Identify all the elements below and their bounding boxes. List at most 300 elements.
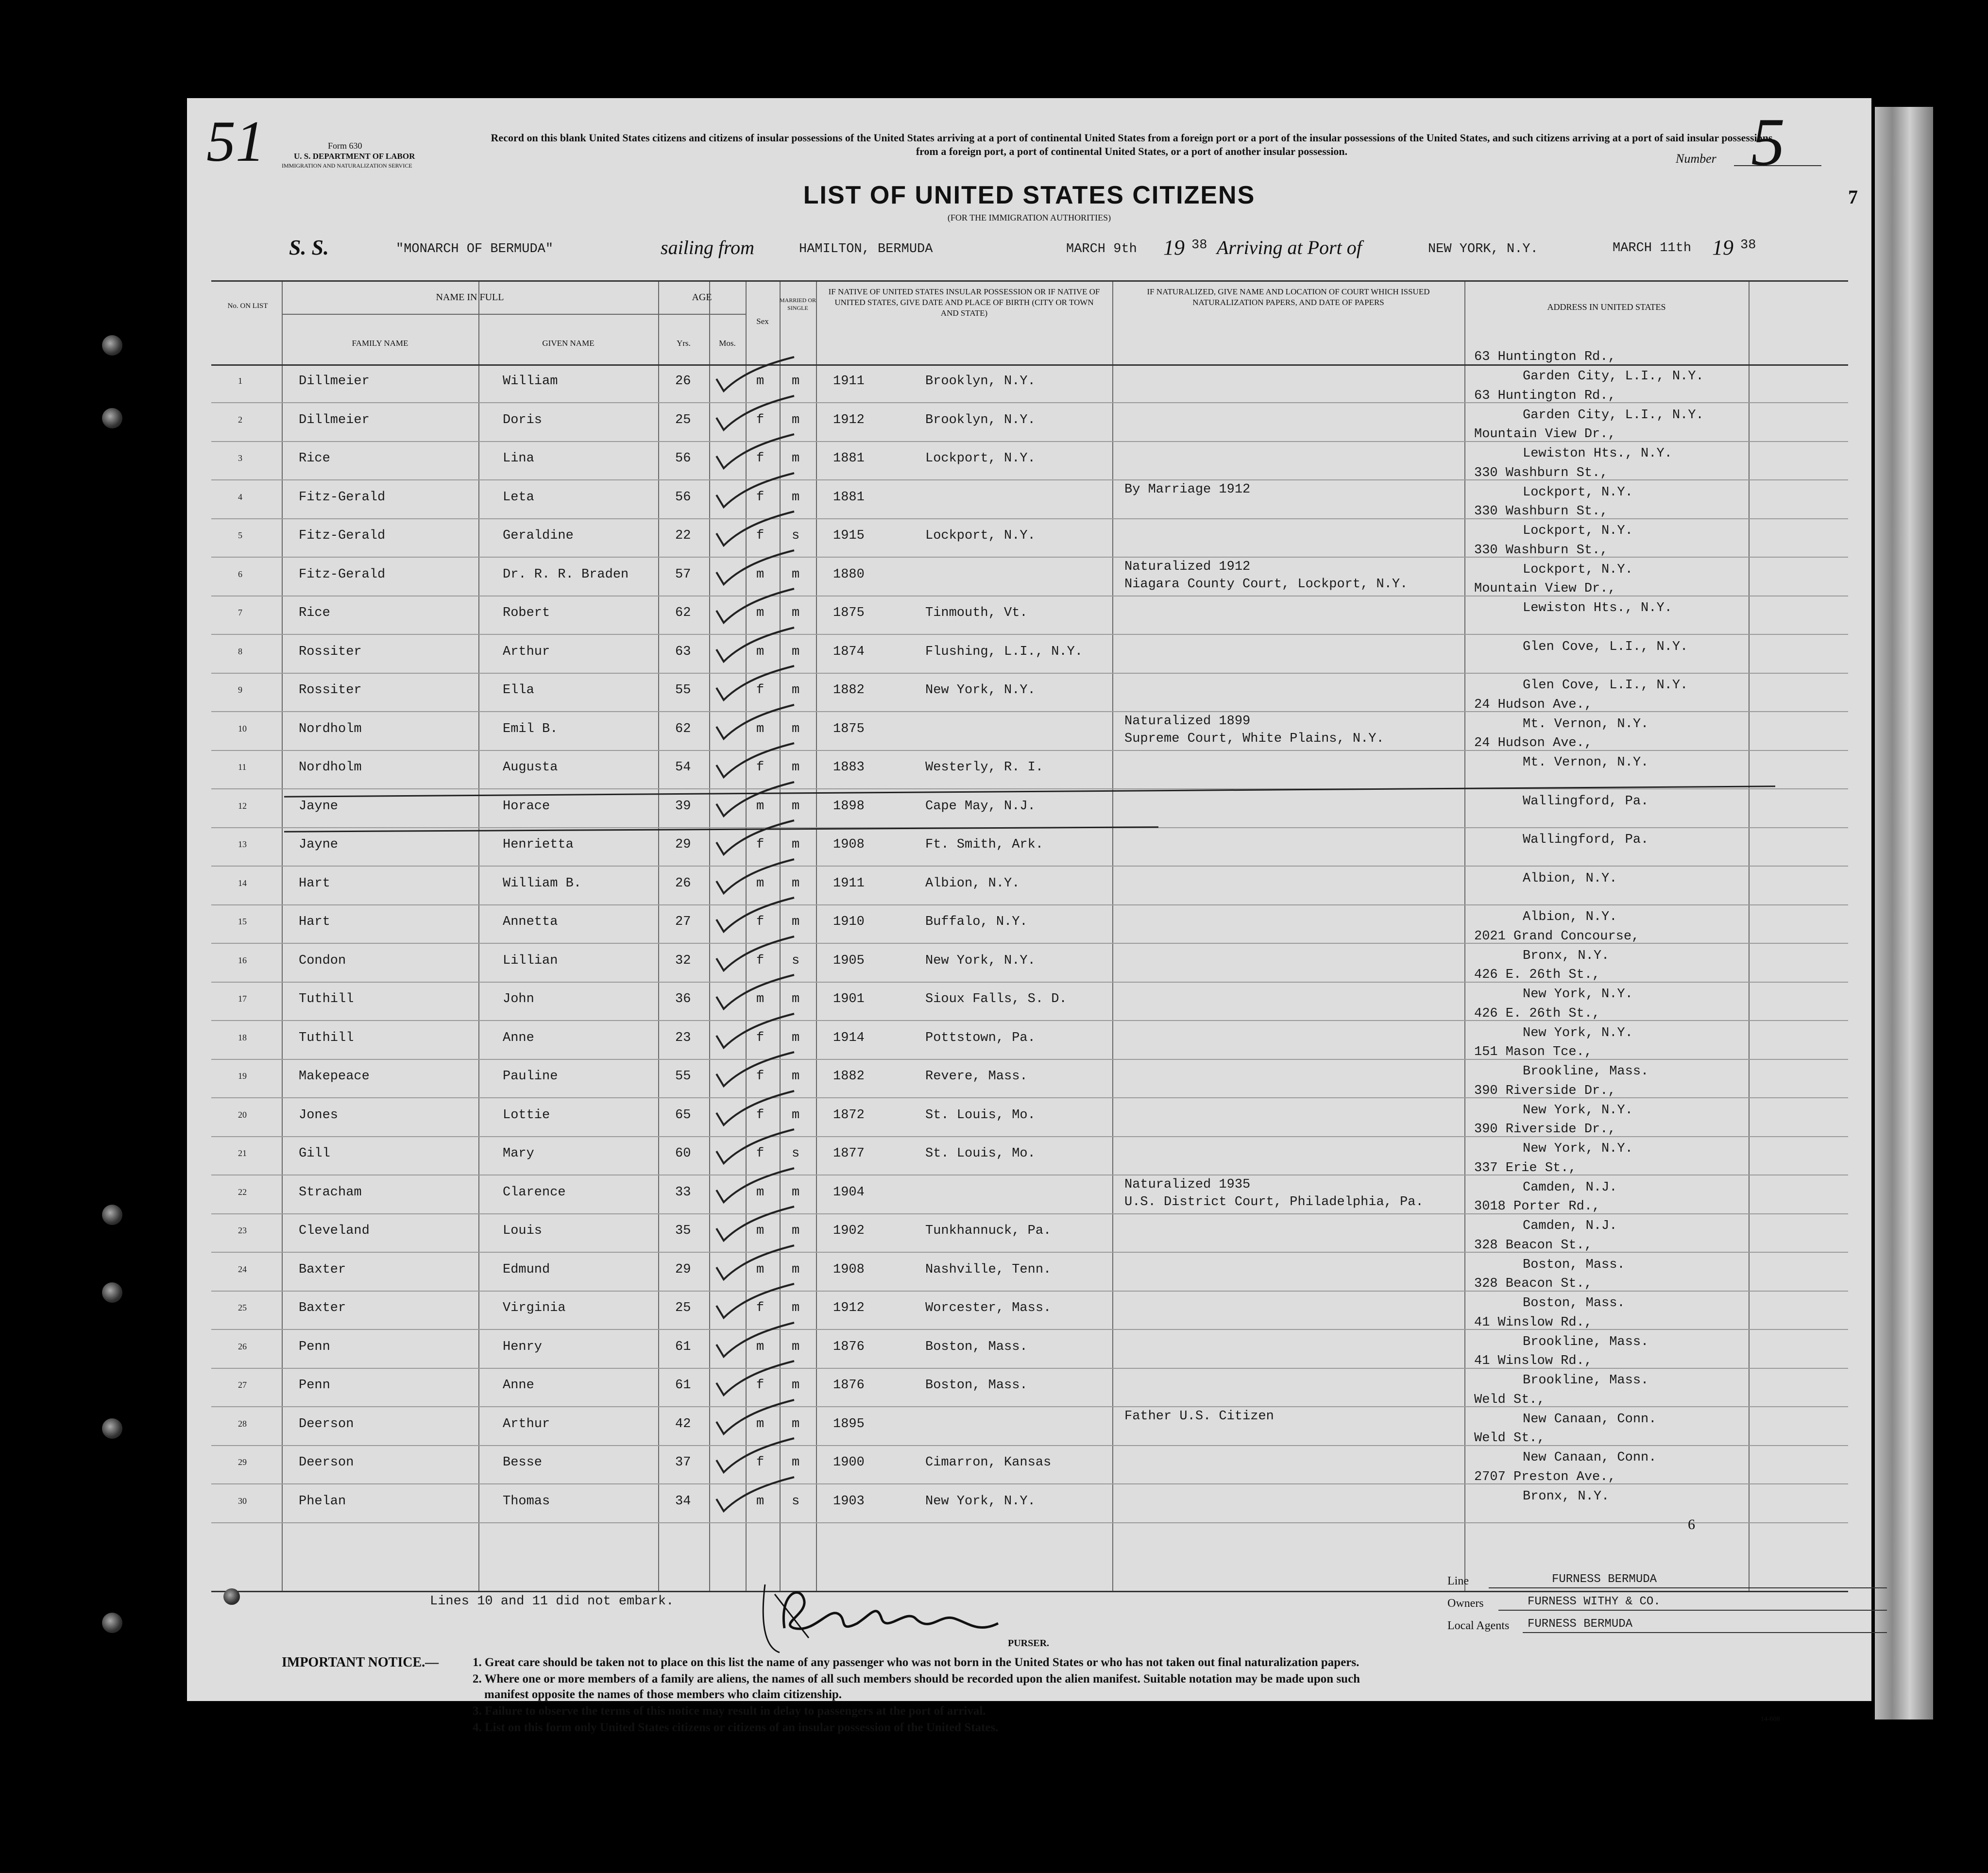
binder-hole bbox=[102, 1613, 122, 1633]
arrival-year: 38 bbox=[1740, 238, 1756, 253]
given-name: Annetta bbox=[503, 915, 558, 929]
marital-status: m bbox=[792, 915, 800, 929]
departure-date: MARCH 9th bbox=[1066, 242, 1137, 256]
table-row bbox=[211, 929, 1848, 983]
row-number: 21 bbox=[238, 1148, 247, 1158]
family-name: Tuthill bbox=[299, 992, 354, 1006]
given-name: Besse bbox=[503, 1455, 543, 1470]
sex: m bbox=[756, 1339, 765, 1354]
check-mark-icon bbox=[712, 393, 799, 432]
page-subtitle: (FOR THE IMMIGRATION AUTHORITIES) bbox=[947, 213, 1111, 222]
family-name: Dillmeier bbox=[299, 374, 370, 389]
birth-year: 1904 bbox=[833, 1185, 865, 1200]
birth-year: 1895 bbox=[833, 1416, 865, 1431]
sex: f bbox=[756, 1455, 765, 1470]
family-name: Dillmeier bbox=[299, 412, 370, 427]
given-name: Leta bbox=[503, 490, 534, 505]
marital-status: s bbox=[792, 1494, 800, 1509]
check-mark-icon bbox=[712, 548, 799, 587]
sex: f bbox=[756, 451, 765, 466]
family-name: Penn bbox=[299, 1339, 330, 1354]
number-value: 5 bbox=[1751, 104, 1785, 180]
row-number: 14 bbox=[238, 878, 247, 888]
arrival-year-prefix: 19 bbox=[1712, 236, 1733, 259]
header-birth: IF NATIVE OF UNITED STATES INSULAR POSSESSION OR IF NATIVE OF UNITED STATES, GIVE DATE AND PLACE OF BIRTH (CITY OR TOWN AND STATE) bbox=[828, 287, 1100, 318]
birth-place: Cimarron, Kansas bbox=[925, 1455, 1052, 1470]
number-label: Number bbox=[1676, 152, 1716, 166]
marital-status: m bbox=[792, 837, 800, 852]
table-row bbox=[211, 1006, 1848, 1060]
department-label: U. S. DEPARTMENT OF LABOR bbox=[294, 152, 415, 161]
birth-place: Westerly, R. I. bbox=[925, 760, 1044, 775]
marital-status: m bbox=[792, 1262, 800, 1277]
sex: f bbox=[756, 1146, 765, 1161]
departure-year: 38 bbox=[1191, 238, 1207, 253]
family-name: Stracham bbox=[299, 1185, 362, 1200]
birth-year: 1912 bbox=[833, 412, 865, 427]
binder-hole bbox=[223, 1588, 240, 1605]
sex: m bbox=[756, 1185, 765, 1200]
birth-year: 1875 bbox=[833, 606, 865, 620]
family-name: Penn bbox=[299, 1378, 330, 1393]
address-line-1: 328 Beacon St., bbox=[1474, 1277, 1593, 1291]
marital-status: s bbox=[792, 1146, 800, 1161]
header-age: AGE bbox=[692, 292, 712, 303]
header-yrs: Yrs. bbox=[677, 339, 691, 348]
address-line-2: Mt. Vernon, N.Y. bbox=[1523, 755, 1649, 770]
check-mark-icon bbox=[712, 1127, 799, 1166]
marital-status: m bbox=[792, 1455, 800, 1470]
address-line-2: New York, N.Y. bbox=[1523, 987, 1633, 1002]
given-name: Geraldine bbox=[503, 528, 574, 543]
form-instructions: Record on this blank United States citizens and citizens of insular possessions of the United States arriving at a port of continental United States from a foreign port or a port of the insular possessions of the United States, and such citizens arriving at a port of said insular possessions from a foreign port, a port of continental United States, or a port of another insular possession. bbox=[491, 132, 1773, 157]
address-line-1: 337 Erie St., bbox=[1474, 1160, 1577, 1175]
sex: m bbox=[756, 606, 765, 620]
table-row bbox=[211, 1469, 1848, 1523]
address-line-1: Mountain View Dr., bbox=[1474, 427, 1616, 442]
ship-name: "MONARCH OF BERMUDA" bbox=[396, 242, 554, 256]
address-line-1: 63 Huntington Rd., bbox=[1474, 388, 1616, 403]
birth-place: Boston, Mass. bbox=[925, 1378, 1028, 1393]
paper-stack-edge bbox=[1875, 107, 1933, 1720]
check-mark-icon bbox=[712, 702, 799, 741]
age-years: 56 bbox=[675, 490, 691, 505]
birth-place: Buffalo, N.Y. bbox=[925, 915, 1028, 929]
header-family-name: FAMILY NAME bbox=[352, 339, 408, 348]
service-label: IMMIGRATION AND NATURALIZATION SERVICE bbox=[282, 162, 412, 169]
age-years: 29 bbox=[675, 837, 691, 852]
birth-year: 1898 bbox=[833, 799, 865, 814]
check-mark-icon bbox=[712, 1359, 799, 1397]
given-name: Doris bbox=[503, 412, 543, 427]
birth-year: 1876 bbox=[833, 1339, 865, 1354]
birth-place: Lockport, N.Y. bbox=[925, 528, 1036, 543]
address-line-2: Lockport, N.Y. bbox=[1523, 562, 1633, 577]
age-years: 27 bbox=[675, 915, 691, 929]
check-mark-icon bbox=[712, 857, 799, 896]
birth-place: Worcester, Mass. bbox=[925, 1301, 1052, 1315]
marital-status: m bbox=[792, 992, 800, 1006]
family-name: Hart bbox=[299, 876, 330, 891]
naturalization-line-2: U.S. District Court, Philadelphia, Pa. bbox=[1124, 1194, 1424, 1209]
row-number: 5 bbox=[238, 530, 242, 540]
check-mark-icon bbox=[712, 355, 799, 393]
marital-status: m bbox=[792, 760, 800, 775]
sex: f bbox=[756, 1069, 765, 1084]
handwritten-mark: 51 bbox=[206, 109, 265, 173]
given-name: Emil B. bbox=[503, 721, 558, 736]
row-number: 18 bbox=[238, 1032, 247, 1042]
check-mark-icon bbox=[712, 741, 799, 780]
address-line-1: 330 Washburn St., bbox=[1474, 504, 1608, 519]
voyage-line bbox=[187, 235, 1871, 264]
given-name: Clarence bbox=[503, 1185, 566, 1200]
owners-label: Owners bbox=[1447, 1597, 1484, 1610]
table-row bbox=[211, 1160, 1848, 1214]
family-name: Jayne bbox=[299, 799, 339, 814]
row-number: 8 bbox=[238, 646, 242, 656]
sex: f bbox=[756, 490, 765, 505]
birth-year: 1882 bbox=[833, 1069, 865, 1084]
marital-status: s bbox=[792, 528, 800, 543]
check-mark-icon bbox=[712, 1397, 799, 1436]
marital-status: m bbox=[792, 1301, 800, 1315]
header-address: ADDRESS IN UNITED STATES bbox=[1547, 302, 1666, 312]
address-line-2: Boston, Mass. bbox=[1523, 1257, 1625, 1272]
address-line-2: Camden, N.J. bbox=[1523, 1219, 1617, 1233]
family-name: Condon bbox=[299, 953, 346, 968]
row-number: 15 bbox=[238, 917, 247, 926]
check-mark-icon bbox=[712, 1089, 799, 1127]
binder-hole bbox=[102, 1205, 122, 1225]
address-line-1: 328 Beacon St., bbox=[1474, 1238, 1593, 1253]
given-name: Horace bbox=[503, 799, 550, 814]
age-years: 39 bbox=[675, 799, 691, 814]
marital-status: m bbox=[792, 683, 800, 698]
given-name: Lillian bbox=[503, 953, 558, 968]
address-line-1: 24 Hudson Ave., bbox=[1474, 697, 1593, 712]
row-number: 1 bbox=[238, 376, 242, 386]
address-line-1: 426 E. 26th St., bbox=[1474, 968, 1600, 982]
row-number: 22 bbox=[238, 1187, 247, 1197]
sex: f bbox=[756, 1107, 765, 1123]
address-line-1: 2707 Preston Ave., bbox=[1474, 1469, 1616, 1484]
table-row bbox=[211, 1315, 1848, 1369]
sex: m bbox=[756, 992, 765, 1006]
age-years: 57 bbox=[675, 567, 691, 582]
given-name: Edmund bbox=[503, 1262, 550, 1277]
age-years: 62 bbox=[675, 606, 691, 620]
given-name: Pauline bbox=[503, 1069, 558, 1084]
birth-place: Sioux Falls, S. D. bbox=[925, 992, 1067, 1006]
address-line-1: 330 Washburn St., bbox=[1474, 465, 1608, 480]
age-years: 25 bbox=[675, 412, 691, 427]
sex: m bbox=[756, 1262, 765, 1277]
sex: f bbox=[756, 837, 765, 852]
sex: f bbox=[756, 683, 765, 698]
row-number: 25 bbox=[238, 1303, 247, 1312]
address-line-1: Mountain View Dr., bbox=[1474, 581, 1616, 596]
address-line-2: Garden City, L.I., N.Y. bbox=[1523, 408, 1704, 423]
check-mark-icon bbox=[712, 1475, 799, 1514]
arriving-label: Arriving at Port of bbox=[1217, 237, 1362, 258]
address-line-2: New York, N.Y. bbox=[1523, 1025, 1633, 1040]
birth-place: New York, N.Y. bbox=[925, 1494, 1036, 1509]
address-line-2: Wallingford, Pa. bbox=[1523, 833, 1649, 847]
address-line-1: 2021 Grand Concourse, bbox=[1474, 929, 1640, 944]
row-number: 24 bbox=[238, 1264, 247, 1274]
local-agents-label: Local Agents bbox=[1447, 1619, 1510, 1632]
given-name: Louis bbox=[503, 1224, 543, 1238]
birth-year: 1910 bbox=[833, 915, 865, 929]
birth-year: 1914 bbox=[833, 1030, 865, 1045]
family-name: Makepeace bbox=[299, 1069, 370, 1084]
page-count: 6 bbox=[1688, 1516, 1695, 1532]
given-name: Mary bbox=[503, 1146, 534, 1161]
birth-year: 1880 bbox=[833, 567, 865, 582]
binder-hole bbox=[102, 1282, 122, 1303]
age-years: 37 bbox=[675, 1455, 691, 1470]
table-body bbox=[211, 350, 1848, 1588]
row-number: 17 bbox=[238, 994, 247, 1004]
sex: f bbox=[756, 1030, 765, 1045]
header-married-single: MARRIED OR SINGLE bbox=[780, 297, 816, 311]
row-number: 7 bbox=[238, 608, 242, 617]
age-years: 63 bbox=[675, 644, 691, 659]
given-name: Arthur bbox=[503, 1416, 550, 1431]
age-years: 65 bbox=[675, 1107, 691, 1123]
address-line-2: Bronx, N.Y. bbox=[1523, 948, 1610, 963]
row-number: 29 bbox=[238, 1457, 247, 1467]
age-years: 23 bbox=[675, 1030, 691, 1045]
birth-year: 1882 bbox=[833, 683, 865, 698]
family-name: Rossiter bbox=[299, 683, 362, 698]
sex: f bbox=[756, 528, 765, 543]
check-mark-icon bbox=[712, 1320, 799, 1359]
marital-status: s bbox=[792, 953, 800, 968]
row-number: 11 bbox=[238, 762, 247, 772]
row-number: 26 bbox=[238, 1341, 247, 1351]
row-number: 23 bbox=[238, 1226, 247, 1235]
row-number: 3 bbox=[238, 453, 242, 463]
check-mark-icon bbox=[712, 1204, 799, 1243]
sailing-from-label: sailing from bbox=[661, 237, 754, 258]
check-mark-icon bbox=[712, 664, 799, 702]
footer-print-code: 14-608 bbox=[1761, 1716, 1780, 1723]
row-number: 19 bbox=[238, 1071, 247, 1081]
birth-place: Brooklyn, N.Y. bbox=[925, 412, 1036, 427]
given-name: William bbox=[503, 374, 558, 389]
notice-3: 3. Failure to observe the terms of this notice may result in delay to passengers at the port of arrival. bbox=[473, 1704, 986, 1718]
marital-status: m bbox=[792, 799, 800, 814]
given-name: Ella bbox=[503, 683, 534, 698]
departure-year-prefix: 19 bbox=[1163, 236, 1185, 259]
naturalization-line-1: By Marriage 1912 bbox=[1124, 482, 1251, 497]
check-mark-icon bbox=[712, 432, 799, 471]
row-number: 16 bbox=[238, 955, 247, 965]
birth-place: Albion, N.Y. bbox=[925, 876, 1020, 891]
check-mark-icon bbox=[712, 586, 799, 625]
sex: m bbox=[756, 1224, 765, 1238]
address-line-2: Lockport, N.Y. bbox=[1523, 524, 1633, 538]
marital-status: m bbox=[792, 1185, 800, 1200]
birth-place: Cape May, N.J. bbox=[925, 799, 1036, 814]
header-mos: Mos. bbox=[719, 339, 736, 348]
table-row bbox=[211, 1392, 1848, 1446]
given-name: Anne bbox=[503, 1378, 534, 1393]
passenger-table bbox=[211, 280, 1848, 1592]
birth-year: 1912 bbox=[833, 1301, 865, 1315]
check-mark-icon bbox=[712, 934, 799, 973]
header-sex: Sex bbox=[756, 317, 769, 326]
page-title: LIST OF UNITED STATES CITIZENS bbox=[803, 181, 1256, 209]
marital-status: m bbox=[792, 721, 800, 736]
marital-status: m bbox=[792, 606, 800, 620]
ss-label: S. S. bbox=[289, 236, 329, 259]
sex: f bbox=[756, 953, 765, 968]
marital-status: m bbox=[792, 567, 800, 582]
table-row bbox=[211, 867, 1848, 905]
address-line-2: Mt. Vernon, N.Y. bbox=[1523, 716, 1649, 732]
check-mark-icon bbox=[712, 818, 799, 857]
address-line-2: Albion, N.Y. bbox=[1523, 871, 1617, 886]
table-row bbox=[211, 1354, 1848, 1407]
table-row bbox=[211, 697, 1848, 751]
address-line-2: Boston, Mass. bbox=[1523, 1296, 1625, 1311]
birth-year: 1881 bbox=[833, 490, 865, 505]
notice-2b: manifest opposite the names of those members who claim citizenship. bbox=[484, 1688, 842, 1701]
address-line-2: Camden, N.J. bbox=[1523, 1180, 1617, 1195]
arrival-date: MARCH 11th bbox=[1613, 241, 1692, 255]
address-line-2: New Canaan, Conn. bbox=[1523, 1412, 1657, 1427]
address-line-1: 330 Washburn St., bbox=[1474, 543, 1608, 558]
check-mark-icon bbox=[712, 1243, 799, 1282]
address-line-1: 426 E. 26th St., bbox=[1474, 1006, 1600, 1021]
marital-status: m bbox=[792, 451, 800, 466]
form-number: Form 630 bbox=[328, 141, 362, 151]
check-mark-icon bbox=[712, 1166, 799, 1205]
age-years: 61 bbox=[675, 1378, 691, 1393]
given-name: John bbox=[503, 992, 534, 1006]
row-number: 12 bbox=[238, 800, 247, 811]
notice-2a: 2. Where one or more members of a family are aliens, the names of all such members should be recorded upon the alien manifest. Suitable notation may be made upon such bbox=[473, 1672, 1360, 1686]
address-line-2: Lockport, N.Y. bbox=[1523, 485, 1633, 500]
line-value: FURNESS BERMUDA bbox=[1552, 1573, 1657, 1586]
address-line-1: 390 Riverside Dr., bbox=[1474, 1083, 1616, 1098]
sex: f bbox=[756, 760, 765, 775]
address-line-2: Albion, N.Y. bbox=[1523, 910, 1617, 924]
age-years: 62 bbox=[675, 721, 691, 736]
marital-status: m bbox=[792, 1030, 800, 1045]
given-name: Lottie bbox=[503, 1107, 550, 1123]
binder-hole bbox=[102, 1418, 122, 1439]
table-row bbox=[211, 1122, 1848, 1175]
family-name: Cleveland bbox=[299, 1224, 370, 1238]
birth-place: Boston, Mass. bbox=[925, 1339, 1028, 1354]
manifest-page bbox=[187, 98, 1871, 1734]
address-line-1: 63 Huntington Rd., bbox=[1474, 350, 1616, 364]
binder-hole bbox=[102, 335, 122, 356]
age-years: 22 bbox=[675, 528, 691, 543]
given-name: Virginia bbox=[503, 1301, 566, 1315]
address-line-1: 151 Mason Tce., bbox=[1474, 1045, 1593, 1059]
age-years: 55 bbox=[675, 683, 691, 698]
birth-place: Flushing, L.I., N.Y. bbox=[925, 644, 1083, 659]
sex: m bbox=[756, 1494, 765, 1509]
table-row bbox=[211, 968, 1848, 1021]
family-name: Jones bbox=[299, 1107, 339, 1123]
address-line-2: Glen Cove, L.I., N.Y. bbox=[1523, 639, 1688, 654]
marital-status: m bbox=[792, 1378, 800, 1393]
birth-place: New York, N.Y. bbox=[925, 953, 1036, 968]
age-years: 29 bbox=[675, 1262, 691, 1277]
family-name: Baxter bbox=[299, 1301, 346, 1315]
birth-year: 1905 bbox=[833, 953, 865, 968]
birth-place: Tinmouth, Vt. bbox=[925, 606, 1028, 620]
check-mark-icon bbox=[712, 625, 799, 664]
birth-year: 1902 bbox=[833, 1224, 865, 1238]
check-mark-icon bbox=[712, 780, 799, 818]
naturalization-line-1: Naturalized 1912 bbox=[1124, 559, 1251, 574]
row-number: 20 bbox=[238, 1109, 247, 1120]
birth-place: Pottstown, Pa. bbox=[925, 1030, 1036, 1045]
birth-year: 1908 bbox=[833, 1262, 865, 1277]
age-years: 33 bbox=[675, 1185, 691, 1200]
sex: m bbox=[756, 799, 765, 814]
family-name: Rossiter bbox=[299, 644, 362, 659]
table-row bbox=[211, 673, 1848, 712]
age-years: 26 bbox=[675, 876, 691, 891]
family-name: Rice bbox=[299, 606, 330, 620]
age-years: 60 bbox=[675, 1146, 691, 1161]
purser-signature bbox=[746, 1565, 1037, 1662]
naturalization-line-1: Naturalized 1935 bbox=[1124, 1177, 1251, 1192]
sailing-from-port: HAMILTON, BERMUDA bbox=[799, 242, 933, 256]
birth-year: 1872 bbox=[833, 1107, 865, 1123]
sex: m bbox=[756, 876, 765, 891]
row-number: 27 bbox=[238, 1380, 247, 1390]
naturalization-line-2: Supreme Court, White Plains, N.Y. bbox=[1124, 731, 1384, 746]
check-mark-icon bbox=[712, 1436, 799, 1475]
marital-status: m bbox=[792, 876, 800, 891]
address-line-2: Lewiston Hts., N.Y. bbox=[1523, 601, 1672, 615]
age-years: 54 bbox=[675, 760, 691, 775]
family-name: Nordholm bbox=[299, 760, 362, 775]
address-line-2: Wallingford, Pa. bbox=[1523, 794, 1649, 809]
birth-year: 1915 bbox=[833, 528, 865, 543]
table-row bbox=[211, 1238, 1848, 1292]
age-years: 36 bbox=[675, 992, 691, 1006]
row-number: 9 bbox=[238, 685, 242, 695]
birth-year: 1901 bbox=[833, 992, 865, 1006]
given-name: Arthur bbox=[503, 644, 550, 659]
sex: m bbox=[756, 374, 765, 389]
local-agents-value: FURNESS BERMUDA bbox=[1528, 1618, 1633, 1631]
row-number: 10 bbox=[238, 723, 247, 733]
given-name: Dr. R. R. Braden bbox=[503, 567, 629, 582]
age-years: 56 bbox=[675, 451, 691, 466]
sex: m bbox=[756, 644, 765, 659]
birth-place: Tunkhannuck, Pa. bbox=[925, 1224, 1052, 1238]
birth-place: Revere, Mass. bbox=[925, 1069, 1028, 1084]
age-years: 35 bbox=[675, 1224, 691, 1238]
row-number: 28 bbox=[238, 1418, 247, 1429]
given-name: Henrietta bbox=[503, 837, 574, 852]
table-row bbox=[211, 635, 1848, 674]
sex: f bbox=[756, 412, 765, 427]
age-years: 32 bbox=[675, 953, 691, 968]
naturalization-line-2: Niagara County Court, Lockport, N.Y. bbox=[1124, 577, 1408, 592]
